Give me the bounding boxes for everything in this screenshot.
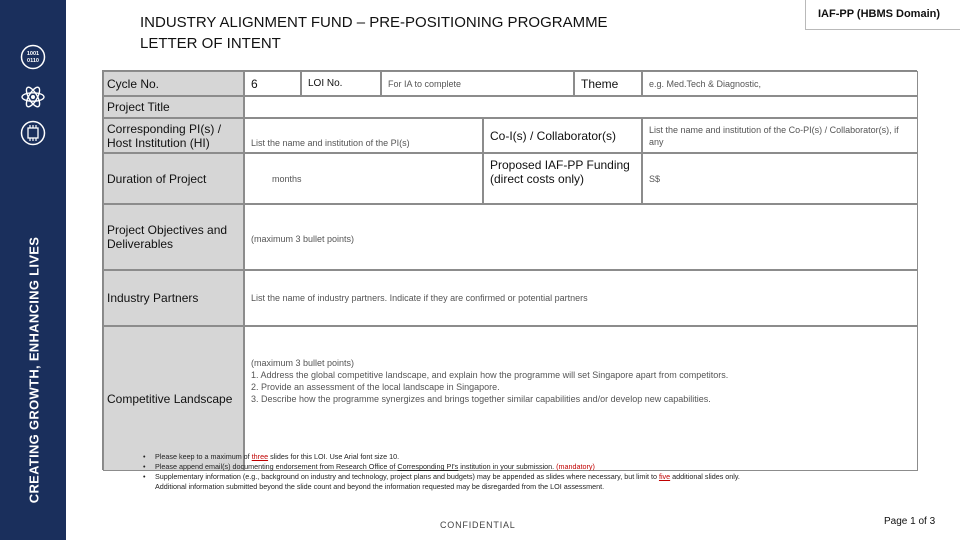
note-item: • Please append email(s) documenting endorsement from Research Office of Corresponding PI's institution in your submission. (mandatory) <box>143 462 595 471</box>
competitive-line: (maximum 3 bullet points) <box>251 358 355 368</box>
competitive-line: 1. Address the global competitive landscape, and explain how the programme will set Singapore apart from competitors. <box>251 370 729 380</box>
objectives-value[interactable]: (maximum 3 bullet points) <box>244 204 918 270</box>
competitive-line: 2. Provide an assessment of the local landscape in Singapore. <box>251 382 500 392</box>
title-line-2: LETTER OF INTENT <box>140 35 281 52</box>
funding-value[interactable]: S$ <box>642 153 918 204</box>
circuit-chip-icon <box>20 120 46 146</box>
note-bullet: • <box>143 462 146 471</box>
loi-form <box>102 70 917 470</box>
svg-text:1001: 1001 <box>26 51 40 57</box>
partners-value[interactable]: List the name of industry partners. Indicate if they are confirmed or potential partners <box>244 270 918 326</box>
project-title-label: Project Title <box>103 96 244 118</box>
funding-label: Proposed IAF-PP Funding (direct costs only) <box>483 153 642 204</box>
page-title <box>140 12 608 54</box>
objectives-label: Project Objectives and Deliverables <box>103 204 244 270</box>
pi-value[interactable]: List the name and institution of the PI(s) <box>244 118 483 153</box>
loi-no-label: LOI No. <box>301 71 381 96</box>
competitive-label: Competitive Landscape <box>103 326 244 471</box>
copi-label: Co-I(s) / Collaborator(s) <box>483 118 642 153</box>
competitive-value[interactable] <box>244 326 918 471</box>
partners-label: Industry Partners <box>103 270 244 326</box>
competitive-line: 3. Describe how the programme synergizes and brings together similar capabilities and/or develop new capabilities. <box>251 394 711 404</box>
sidebar-slogan: CREATING GROWTH, ENHANCING LIVES <box>26 236 42 504</box>
pi-label: Corresponding PI(s) / Host Institution (HI) <box>103 118 244 153</box>
title-line-1: INDUSTRY ALIGNMENT FUND – PRE-POSITIONING PROGRAMME <box>140 14 608 31</box>
loi-no-value[interactable]: For IA to complete <box>381 71 574 96</box>
copi-value[interactable]: List the name and institution of the Co-PI(s) / Collaborator(s), if any <box>642 118 918 153</box>
duration-value[interactable]: months <box>244 153 483 204</box>
svg-text:0110: 0110 <box>27 58 39 64</box>
confidential-label: CONFIDENTIAL <box>440 520 516 530</box>
atom-icon <box>20 84 46 110</box>
note-bullet: • <box>143 472 146 481</box>
duration-label: Duration of Project <box>103 153 244 204</box>
page-number: Page 1 of 3 <box>884 516 936 527</box>
brand-sidebar <box>0 0 66 540</box>
note-item: • Supplementary information (e.g., background on industry and technology, project plans and budgets) may be appended as slides where necessary, but limit to five additional slides only. <box>143 472 740 481</box>
highlight-three: three <box>251 452 269 461</box>
theme-label: Theme <box>574 71 642 96</box>
domain-badge: IAF-PP (HBMS Domain) <box>805 0 960 30</box>
project-title-value[interactable] <box>244 96 918 118</box>
cycle-no-label: Cycle No. <box>103 71 244 96</box>
binary-code-icon <box>20 44 46 70</box>
instruction-notes <box>143 452 843 492</box>
note-item: • Please keep to a maximum of three slides for this LOI. Use Arial font size 10. <box>143 452 400 461</box>
cycle-no-value[interactable]: 6 <box>244 71 301 96</box>
note-item: Additional information submitted beyond the slide count and beyond the information requested may be disregarded from the LOI assessment. <box>155 482 605 491</box>
highlight-five: five <box>658 472 671 481</box>
highlight-mandatory: (mandatory) <box>556 462 595 471</box>
note-bullet: • <box>143 452 146 461</box>
highlight-corresponding-pi: Corresponding PI's <box>397 462 459 471</box>
theme-value[interactable]: e.g. Med.Tech & Diagnostic, <box>642 71 918 96</box>
